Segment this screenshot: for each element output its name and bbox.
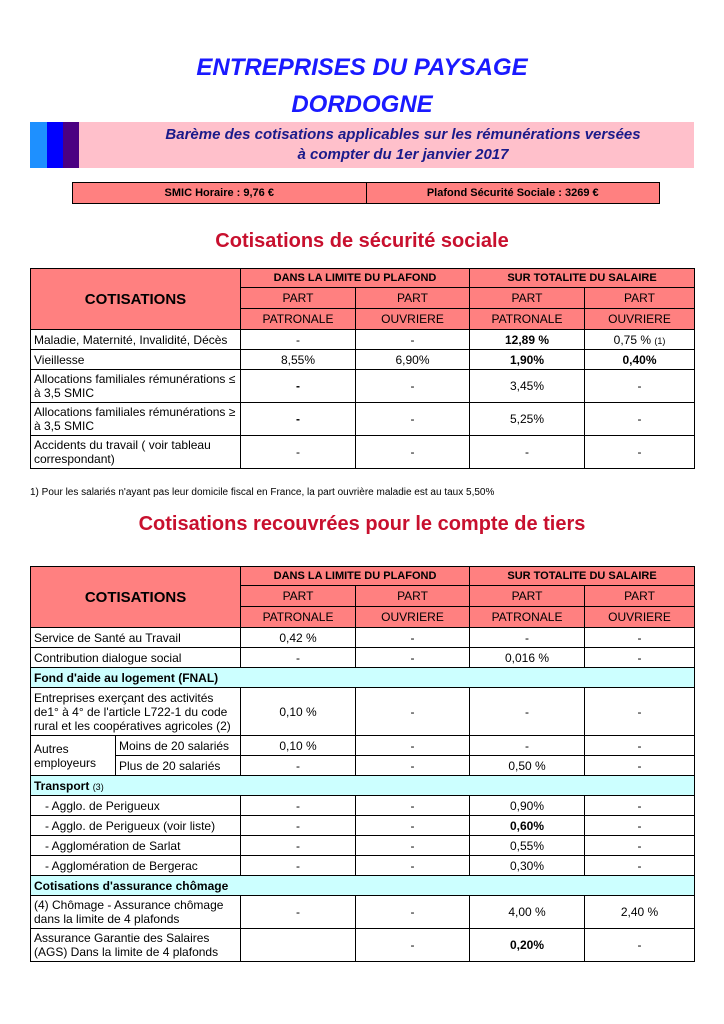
cell-value: - [356,929,470,962]
cell-value: - [585,816,695,836]
plafond-secu: Plafond Sécurité Sociale : 3269 € [426,187,599,199]
sub-part: PART [356,288,470,309]
cell-value: 0,60% [470,816,585,836]
table-row [31,896,695,929]
cell-value [241,929,356,962]
cell-value: - [241,756,356,776]
row-label: - Agglo. de Perigueux (voir liste) [31,816,241,836]
group-plafond-header: DANS LA LIMITE DU PLAFOND [241,269,470,288]
page-subtitle-region: DORDOGNE [291,91,433,118]
row-label: Moins de 20 salariés [116,736,241,756]
row-label: Allocations familiales rémunérations ≤ à 3,5 SMIC [31,370,241,403]
banner-line-2: à compter du 1er janvier 2017 [297,146,509,163]
category-row [31,668,695,688]
category-row [31,876,695,896]
table-row [31,350,695,370]
row-label: Service de Santé au Travail [31,628,241,648]
cell-value: - [585,370,695,403]
table-row [31,856,695,876]
cell-value: - [585,929,695,962]
cell-value: 0,20% [470,929,585,962]
cell-value: - [241,436,356,469]
chomage-title: Cotisations d'assurance chômage [31,876,695,896]
cell-value: 0,016 % [470,648,585,668]
table-row [31,688,695,736]
cell-value: 3,45% [470,370,585,403]
row-label: Assurance Garantie des Salaires (AGS) Dans la limite de 4 plafonds [31,929,241,962]
table-row [31,816,695,836]
tiers-table [30,566,695,962]
cell-value: 12,89 % [470,330,585,350]
sub-ouvriere: OUVRIERE [356,607,470,628]
row-label: Vieillesse [31,350,241,370]
banner [30,122,694,168]
cell-value: - [585,688,695,736]
sub-part: PART [470,586,585,607]
securite-sociale-table [30,268,695,469]
cell-value: 0,10 % [241,736,356,756]
row-label: Maladie, Maternité, Invalidité, Décès [31,330,241,350]
cell-value: - [356,648,470,668]
sub-patronale: PATRONALE [241,309,356,330]
category-row [31,776,695,796]
cell-value: - [585,403,695,436]
sub-part: PART [470,288,585,309]
sub-ouvriere: OUVRIERE [356,309,470,330]
cell-value: 0,50 % [470,756,585,776]
table-row [31,628,695,648]
row-label: - Agglomération de Bergerac [31,856,241,876]
footnote: 1) Pour les salariés n'ayant pas leur domicile fiscal en France, la part ouvrière maladie est au taux 5,50% [30,487,495,498]
sub-part: PART [241,288,356,309]
cell-value: 0,30% [470,856,585,876]
row-label: Contribution dialogue social [31,648,241,668]
fnal-title: Fond d'aide au logement (FNAL) [31,668,695,688]
cell-value: - [585,756,695,776]
cell-value: 0,40% [585,350,695,370]
table-row [31,403,695,436]
row-label: (4) Chômage - Assurance chômage dans la limite de 4 plafonds [31,896,241,929]
banner-text [112,125,694,165]
smic-horaire: SMIC Horaire : 9,76 € [73,183,367,203]
cell-value: 4,00 % [470,896,585,929]
row-label: - Agglomération de Sarlat [31,836,241,856]
row-label: Entreprises exerçant des activités de1° à 4° de l'article L722-1 du code rural et les coopératives agricoles (2) [31,688,241,736]
banner-bar-2 [47,122,63,168]
table-row [31,796,695,816]
row-label: - Agglo. de Perigueux [31,796,241,816]
note-ref: (3) [92,781,104,792]
cell-value: - [356,796,470,816]
cell-value: - [356,836,470,856]
cell-value: - [585,796,695,816]
note-ref: (1) [654,335,666,346]
row-label: Accidents du travail ( voir tableau correspondant) [31,436,241,469]
table-row [31,756,695,776]
cell-value: - [585,736,695,756]
cell-value: 0,90% [470,796,585,816]
sub-ouvriere: OUVRIERE [585,309,695,330]
table-row [31,929,695,962]
cell-value: - [241,403,356,436]
cell-value: - [356,856,470,876]
table-row [31,370,695,403]
table-row [31,330,695,350]
section1-title: Cotisations de sécurité sociale [215,230,509,252]
cell-value: - [470,688,585,736]
cell-value: 0,10 % [241,688,356,736]
cell-value: 6,90% [356,350,470,370]
sub-part: PART [585,586,695,607]
cell-value: - [356,403,470,436]
sub-part: PART [356,586,470,607]
cell-value: 2,40 % [585,896,695,929]
group-totalite-header: SUR TOTALITE DU SALAIRE [470,567,695,586]
cell-value: - [241,856,356,876]
page-title: ENTREPRISES DU PAYSAGE [196,54,528,81]
cell-value: - [585,836,695,856]
group-plafond-header: DANS LA LIMITE DU PLAFOND [241,567,470,586]
cell-value-text: 0,75 % [613,332,652,347]
cell-value: - [470,736,585,756]
sub-ouvriere: OUVRIERE [585,607,695,628]
cell-value: - [356,628,470,648]
cell-value [585,330,695,350]
row-label: Allocations familiales rémunérations ≥ à 3,5 SMIC [31,403,241,436]
table-row [31,436,695,469]
sub-part: PART [241,586,356,607]
cell-value: 5,25% [470,403,585,436]
cell-value: - [356,370,470,403]
cell-value: - [356,688,470,736]
banner-bar-1 [30,122,47,168]
cell-value: - [241,836,356,856]
cell-value: - [241,896,356,929]
table-row [31,836,695,856]
col-cotisations-header: COTISATIONS [31,269,241,330]
cell-value: - [356,896,470,929]
row-label: Plus de 20 salariés [116,756,241,776]
cell-value: - [585,436,695,469]
transport-title-cell [31,776,695,796]
sub-patronale: PATRONALE [241,607,356,628]
autres-employeurs-label: Autres employeurs [31,736,116,776]
cell-value: - [470,628,585,648]
banner-bar-3 [63,122,79,168]
table-row [31,648,695,668]
cell-value: - [585,628,695,648]
cell-value: - [356,756,470,776]
section2-title: Cotisations recouvrées pour le compte de tiers [138,513,586,535]
cell-value: 8,55% [241,350,356,370]
col-cotisations-header: COTISATIONS [31,567,241,628]
cell-value: - [241,330,356,350]
cell-value: - [470,436,585,469]
cell-value: - [585,648,695,668]
cell-value: - [356,736,470,756]
cell-value: 0,55% [470,836,585,856]
group-totalite-header: SUR TOTALITE DU SALAIRE [470,269,695,288]
cell-value: - [241,816,356,836]
cell-value: 1,90% [470,350,585,370]
cell-value: - [585,856,695,876]
sub-patronale: PATRONALE [470,607,585,628]
cell-value: - [356,816,470,836]
banner-line-1: Barème des cotisations applicables sur les rémunérations versées [165,126,641,143]
table-row [31,736,695,756]
smic-info-box [72,182,660,204]
cell-value: - [356,330,470,350]
cell-value: - [241,370,356,403]
cell-value: - [241,648,356,668]
sub-part: PART [585,288,695,309]
cell-value: 0,42 % [241,628,356,648]
cell-value: - [241,796,356,816]
transport-title: Transport [34,778,90,793]
sub-patronale: PATRONALE [470,309,585,330]
cell-value: - [356,436,470,469]
